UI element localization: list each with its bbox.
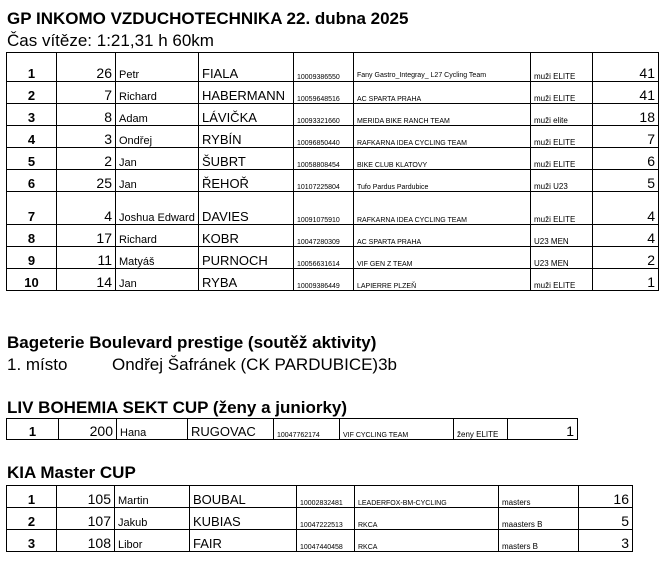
cell-cat: U23 MEN: [531, 247, 593, 269]
cell-first: Libor: [115, 530, 190, 552]
gp-results-table: [6, 52, 659, 291]
cell-uci: 10047440458: [297, 530, 355, 552]
table-row: [7, 486, 633, 508]
cell-team: RAFKARNA IDEA CYCLING TEAM: [354, 126, 531, 148]
cell-cat: masters: [499, 486, 579, 508]
cell-rank: 1: [7, 486, 57, 508]
cell-pts: 7: [593, 126, 659, 148]
cell-team: RKCA: [355, 508, 499, 530]
cell-bib: 17: [57, 225, 116, 247]
cell-cat: masters B: [499, 530, 579, 552]
cell-uci: 10047222513: [297, 508, 355, 530]
cell-last: FIALA: [199, 53, 294, 82]
cell-bib: 11: [57, 247, 116, 269]
cell-last: ŠUBRT: [199, 148, 294, 170]
cell-team: LAPIERRE PLZEŇ: [354, 269, 531, 291]
cell-first: Martin: [115, 486, 190, 508]
cell-team: LEADERFOX-BM-CYCLING: [355, 486, 499, 508]
cell-rank: 6: [7, 170, 57, 192]
cell-pts: 5: [579, 508, 633, 530]
cell-rank: 3: [7, 530, 57, 552]
cell-uci: 10091075910: [294, 192, 354, 225]
cell-pts: 18: [593, 104, 659, 126]
cell-rank: 2: [7, 508, 57, 530]
cell-first: Jan: [116, 148, 199, 170]
table-row: [7, 508, 633, 530]
cell-bib: 25: [57, 170, 116, 192]
cell-last: KOBR: [199, 225, 294, 247]
cell-bib: 4: [57, 192, 116, 225]
cell-last: RYBA: [199, 269, 294, 291]
cell-rank: 7: [7, 192, 57, 225]
cell-cat: maasters B: [499, 508, 579, 530]
cell-first: Jakub: [115, 508, 190, 530]
cell-last: PURNOCH: [199, 247, 294, 269]
cell-pts: 41: [593, 82, 659, 104]
cell-uci: 10009386449: [294, 269, 354, 291]
cell-cat: ženy ELITE: [454, 419, 508, 440]
cell-team: VIF GEN Z TEAM: [354, 247, 531, 269]
cell-bib: 7: [57, 82, 116, 104]
cell-pts: 1: [593, 269, 659, 291]
cell-last: KUBIAS: [190, 508, 297, 530]
cell-uci: 10047762174: [274, 419, 340, 440]
cell-last: DAVIES: [199, 192, 294, 225]
cell-cat: muži elite: [531, 104, 593, 126]
cell-cat: muži ELITE: [531, 82, 593, 104]
cell-last: RUGOVAC: [188, 419, 274, 440]
gp-title: GP INKOMO VZDUCHOTECHNIKA 22. dubna 2025: [7, 9, 409, 28]
cell-cat: U23 MEN: [531, 225, 593, 247]
cell-rank: 5: [7, 148, 57, 170]
cell-last: LÁVIČKA: [199, 104, 294, 126]
cell-bib: 26: [57, 53, 116, 82]
cell-first: Jan: [116, 269, 199, 291]
bageterie-place: 1. místo: [7, 355, 68, 374]
cell-bib: 105: [57, 486, 115, 508]
cell-cat: muži ELITE: [531, 269, 593, 291]
cell-first: Ondřej: [116, 126, 199, 148]
table-row: [7, 192, 659, 225]
cell-uci: 10059648516: [294, 82, 354, 104]
cell-last: HABERMANN: [199, 82, 294, 104]
cell-uci: 10002832481: [297, 486, 355, 508]
cell-team: BIKE CLUB KLATOVY: [354, 148, 531, 170]
cell-first: Richard: [116, 82, 199, 104]
cell-rank: 4: [7, 126, 57, 148]
gp-winner-time: Čas vítěze: 1:21,31 h 60km: [7, 31, 214, 50]
cell-bib: 107: [57, 508, 115, 530]
cell-last: FAIR: [190, 530, 297, 552]
cell-last: BOUBAL: [190, 486, 297, 508]
cell-first: Petr: [116, 53, 199, 82]
cell-last: RYBÍN: [199, 126, 294, 148]
cell-pts: 2: [593, 247, 659, 269]
cell-team: AC SPARTA PRAHA: [354, 82, 531, 104]
cell-pts: 1: [508, 419, 578, 440]
bageterie-title: Bageterie Boulevard prestige (soutěž aktivity): [7, 333, 377, 352]
cell-bib: 3: [57, 126, 116, 148]
cell-bib: 8: [57, 104, 116, 126]
cell-bib: 14: [57, 269, 116, 291]
cell-last: ŘEHOŘ: [199, 170, 294, 192]
table-row: [7, 170, 659, 192]
cell-rank: 10: [7, 269, 57, 291]
cell-cat: muži ELITE: [531, 148, 593, 170]
cell-cat: muži ELITE: [531, 192, 593, 225]
bageterie-winner: Ondřej Šafránek (CK PARDUBICE)3b: [112, 355, 398, 374]
kia-title: KIA Master CUP: [7, 463, 136, 482]
table-row: [7, 126, 659, 148]
cell-rank: 1: [7, 53, 57, 82]
cell-team: RAFKARNA IDEA CYCLING TEAM: [354, 192, 531, 225]
cell-pts: 5: [593, 170, 659, 192]
cell-pts: 6: [593, 148, 659, 170]
table-row: [7, 82, 659, 104]
cell-rank: 8: [7, 225, 57, 247]
cell-uci: 10047280309: [294, 225, 354, 247]
cell-pts: 4: [593, 192, 659, 225]
cell-cat: muži ELITE: [531, 53, 593, 82]
cell-pts: 16: [579, 486, 633, 508]
cell-cat: muži ELITE: [531, 126, 593, 148]
cell-team: Fany Gastro_Integray_ L27 Cycling Team: [354, 53, 531, 82]
kia-results-table: [6, 485, 633, 552]
table-row: [7, 104, 659, 126]
cell-uci: 10058808454: [294, 148, 354, 170]
cell-pts: 41: [593, 53, 659, 82]
cell-rank: 1: [7, 419, 59, 440]
table-row: [7, 53, 659, 82]
cell-first: Richard: [116, 225, 199, 247]
cell-uci: 10093321660: [294, 104, 354, 126]
cell-first: Matyáš: [116, 247, 199, 269]
cell-rank: 2: [7, 82, 57, 104]
cell-team: MERIDA BIKE RANCH TEAM: [354, 104, 531, 126]
table-row: [7, 247, 659, 269]
table-row: [7, 419, 578, 440]
cell-pts: 3: [579, 530, 633, 552]
cell-team: RKCA: [355, 530, 499, 552]
cell-rank: 9: [7, 247, 57, 269]
cell-team: Tufo Pardus Pardubice: [354, 170, 531, 192]
cell-bib: 200: [59, 419, 117, 440]
cell-first: Adam: [116, 104, 199, 126]
cell-pts: 4: [593, 225, 659, 247]
cell-uci: 10056631614: [294, 247, 354, 269]
cell-bib: 2: [57, 148, 116, 170]
table-row: [7, 530, 633, 552]
cell-uci: 10009386550: [294, 53, 354, 82]
cell-uci: 10096850440: [294, 126, 354, 148]
liv-title: LIV BOHEMIA SEKT CUP (ženy a juniorky): [7, 398, 348, 417]
table-row: [7, 269, 659, 291]
cell-rank: 3: [7, 104, 57, 126]
cell-cat: muži U23: [531, 170, 593, 192]
cell-team: VIF CYCLING TEAM: [340, 419, 454, 440]
cell-bib: 108: [57, 530, 115, 552]
cell-team: AC SPARTA PRAHA: [354, 225, 531, 247]
cell-uci: 10107225804: [294, 170, 354, 192]
cell-first: Joshua Edward: [116, 192, 199, 225]
cell-first: Hana: [117, 419, 188, 440]
table-row: [7, 148, 659, 170]
cell-first: Jan: [116, 170, 199, 192]
table-row: [7, 225, 659, 247]
liv-results-table: [6, 418, 578, 440]
